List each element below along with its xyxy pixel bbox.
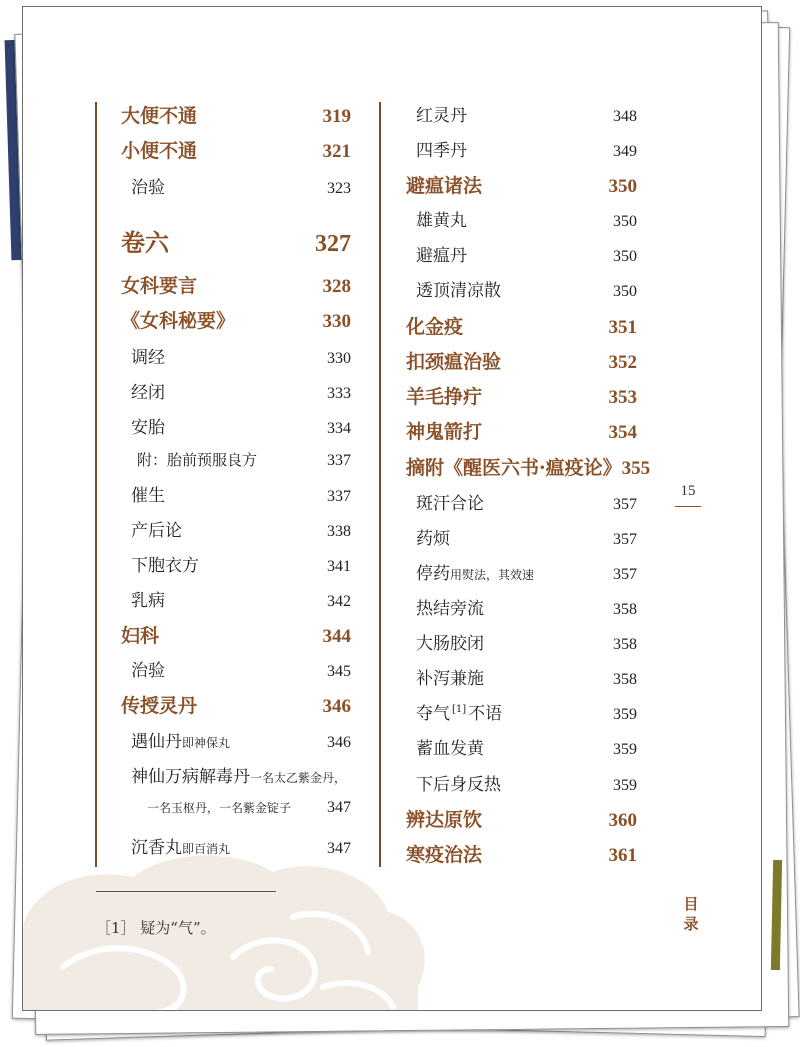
toc-entry-title-text: 遇仙丹	[131, 732, 182, 752]
toc-entry-note: 即百消丸	[182, 842, 231, 856]
toc-entry-page: 357	[613, 531, 637, 548]
toc-entry	[416, 136, 637, 161]
toc-entry	[147, 797, 351, 817]
toc-entry-title	[406, 840, 482, 867]
toc-entry-page: 338	[327, 523, 351, 540]
toc-entry-title-text: 经闭	[131, 383, 165, 403]
toc-entry	[131, 762, 351, 787]
toc-entry	[416, 276, 637, 301]
toc-entry-title-text: 透顶清凉散	[416, 281, 501, 301]
toc-entry	[131, 833, 351, 858]
toc-entry-page: 350	[613, 283, 637, 300]
toc-entry-page: 353	[608, 387, 637, 408]
toc-entry-page: 347	[327, 840, 351, 857]
toc-entry	[131, 586, 351, 611]
toc-entry-title-text: 羊毛挣疔	[406, 386, 483, 408]
toc-entry-title-text: 下胞衣方	[131, 556, 199, 576]
toc-entry-title-text: 卷六	[121, 228, 169, 257]
toc-entry-title	[131, 551, 199, 576]
toc-entry-title-text: 避瘟丹	[416, 246, 467, 266]
toc-entry-title	[121, 271, 197, 298]
toc-entry-page: 352	[608, 352, 637, 373]
toc-entry-title-text: 四季丹	[416, 141, 467, 161]
toc-entry-title-text: 治验	[131, 661, 165, 681]
toc-entry-page: 357	[613, 566, 637, 583]
toc-entry-title-text: 辨达原饮	[406, 809, 483, 831]
toc-entry-title	[416, 276, 501, 301]
toc-entry-title	[416, 594, 484, 619]
toc-entry	[131, 378, 351, 403]
toc-entry-title	[131, 656, 165, 681]
toc-entry-title-text: 妇科	[121, 625, 160, 647]
toc-entry-title-text: 大肠胶闭	[416, 634, 484, 654]
footnote-rule	[96, 891, 276, 892]
toc-entry-title	[416, 699, 502, 724]
footnote: ［1］ 疑为“气”。	[96, 919, 216, 937]
toc-entry-title	[131, 586, 165, 611]
toc-entry-page: 358	[613, 601, 637, 618]
toc-entry-title	[147, 797, 291, 817]
toc-entry-note: 一名玉枢丹，一名紫金锭子	[147, 801, 292, 815]
footnote-marker: [1]	[452, 704, 467, 715]
toc-entry	[416, 241, 637, 266]
toc-entry-title-text: 附：胎前预服良方	[137, 451, 258, 469]
toc-entry-note: 用熨法，其效速	[450, 568, 535, 582]
toc-entry-title-text: 催生	[131, 486, 165, 506]
toc-entry-title	[121, 691, 197, 718]
toc-entry	[131, 343, 351, 368]
toc-entry-title-text: 化金疫	[406, 316, 464, 338]
toc-entry-title	[416, 734, 484, 759]
toc-entry-title	[406, 312, 463, 339]
toc-entry-title	[416, 524, 450, 549]
toc-entry-title	[131, 378, 165, 403]
toc-entry-page: 333	[327, 385, 351, 402]
toc-entry-title-text: 不语	[468, 704, 503, 724]
toc-entry	[406, 347, 637, 374]
toc-entry-title	[406, 417, 482, 444]
toc-entry-page: 346	[322, 696, 351, 717]
toc-entry-title-text: 雄黄丸	[416, 211, 467, 231]
toc-entry	[131, 481, 351, 506]
toc-entry	[406, 840, 637, 867]
toc-entry	[416, 559, 637, 584]
toc-entry-title	[131, 173, 165, 198]
toc-entry-page: 350	[613, 248, 637, 265]
toc-entry-page: 348	[613, 108, 637, 125]
toc-entry-page: 337	[327, 488, 351, 505]
left-column-rule	[95, 102, 97, 867]
toc-entry	[131, 727, 351, 752]
toc-entry	[137, 449, 351, 470]
toc-entry-title	[406, 171, 482, 198]
toc-entry-page: 359	[613, 741, 637, 758]
cloud-ornament	[23, 847, 443, 1011]
toc-entry-title	[406, 453, 622, 480]
toc-entry	[406, 453, 651, 480]
toc-entry-page: 342	[327, 593, 351, 610]
toc-entry	[416, 770, 637, 795]
toc-entry-page: 327	[315, 231, 351, 257]
toc-entry-title	[121, 136, 197, 163]
toc-entry-page: 350	[608, 176, 637, 197]
toc-entry-title-text: 治验	[131, 178, 165, 198]
toc-entry-page: 358	[613, 636, 637, 653]
toc-entry	[416, 524, 637, 549]
toc-entry-page: 328	[322, 276, 351, 297]
toc-entry-title	[406, 382, 482, 409]
toc-entry-title-text: 乳病	[131, 591, 165, 611]
toc-entry-title-text: 沉香丸	[131, 838, 182, 858]
toc-entry-title	[131, 413, 165, 438]
toc-entry-title-text: 避瘟诸法	[406, 175, 483, 197]
page-number: 15	[680, 483, 696, 499]
toc-entry-note: 一名太乙紫金丹，	[250, 771, 347, 785]
toc-entry	[406, 312, 637, 339]
toc-entry-title-text: 夺气	[416, 704, 450, 724]
toc-entry-page: 354	[608, 422, 637, 443]
toc-entry-title	[416, 101, 467, 126]
toc-entry	[406, 171, 637, 198]
toc-entry-title-text: 药烦	[416, 529, 450, 549]
toc-entry-note: 即神保丸	[182, 736, 231, 750]
toc-entry	[121, 136, 351, 163]
toc-entry-page: 345	[327, 663, 351, 680]
toc-entry-page: 330	[327, 350, 351, 367]
toc-entry-page: 355	[621, 458, 651, 479]
toc-entry-title-text: 神鬼箭打	[406, 421, 483, 443]
toc-entry-title-text: 神仙万病解毒丹	[131, 767, 250, 787]
toc-entry	[406, 417, 637, 444]
toc-entry-page: 349	[613, 143, 637, 160]
right-column-rule	[379, 102, 381, 867]
chapter-label: 目录	[683, 895, 699, 933]
toc-entry-title	[131, 481, 165, 506]
toc-entry-title-text: 产后论	[131, 521, 182, 541]
toc-entry	[406, 382, 637, 409]
toc-entry	[131, 173, 351, 198]
toc-entry	[121, 621, 351, 648]
toc-entry	[406, 805, 637, 832]
toc-entry-page: 323	[327, 180, 351, 197]
toc-entry	[416, 101, 637, 126]
toc-entry-page: 357	[613, 496, 637, 513]
toc-entry-page: 337	[327, 452, 351, 469]
toc-entry-page: 359	[613, 706, 637, 723]
toc-entry-title	[131, 727, 230, 752]
toc-entry	[416, 594, 637, 619]
toc-entry	[416, 629, 637, 654]
toc-entry-title	[131, 762, 346, 787]
toc-entry-title	[121, 223, 169, 258]
toc-entry-title-text: 蓄血发黄	[416, 739, 484, 759]
toc-entry-title-text: 调经	[131, 348, 165, 368]
toc-entry-title-text: 补泻兼施	[416, 669, 484, 689]
toc-entry-title	[416, 136, 467, 161]
toc-entry-title-text: 传授灵丹	[121, 695, 198, 717]
toc-entry-title	[416, 559, 534, 584]
toc-entry-page: 346	[327, 734, 351, 751]
toc-entry-title-text: 女科要言	[121, 275, 198, 297]
toc-entry	[121, 101, 351, 128]
toc-entry	[121, 223, 351, 258]
toc-entry	[121, 691, 351, 718]
toc-entry-title-text: 小便不通	[121, 140, 198, 162]
toc-entry-title	[416, 664, 484, 689]
toc-entry-page: 350	[613, 213, 637, 230]
toc-entry-page: 319	[322, 106, 351, 127]
toc-entry-page: 330	[322, 311, 351, 332]
toc-entry-title	[406, 805, 482, 832]
toc-entry	[416, 734, 637, 759]
toc-entry-title	[137, 449, 257, 470]
toc-entry	[416, 489, 637, 514]
toc-entry-page: 341	[327, 558, 351, 575]
toc-entry-page: 358	[613, 671, 637, 688]
toc-entry-page: 361	[608, 845, 637, 866]
toc-entry-title-text: 扣颈瘟治验	[406, 351, 502, 373]
toc-entry	[416, 699, 637, 724]
toc-entry-title-text: 寒疫治法	[406, 844, 483, 866]
toc-entry	[121, 306, 351, 333]
toc-entry-page: 347	[327, 799, 351, 816]
toc-entry	[416, 664, 637, 689]
toc-entry-title	[131, 833, 230, 858]
toc-entry-title	[121, 621, 159, 648]
toc-entry-title-text: 大便不通	[121, 105, 198, 127]
toc-entry	[131, 551, 351, 576]
toc-entry-title	[416, 241, 467, 266]
toc-entry-title-text: 斑汗合论	[416, 494, 484, 514]
toc-entry-page: 334	[327, 420, 351, 437]
toc-entry	[131, 656, 351, 681]
toc-entry-title-text: 安胎	[131, 418, 165, 438]
toc-entry	[416, 206, 637, 231]
toc-entry-title-text: 停药	[416, 564, 450, 584]
toc-entry-page: 360	[608, 810, 637, 831]
toc-entry-title	[121, 101, 197, 128]
toc-entry-page: 344	[322, 626, 351, 647]
toc-entry-title-text: 摘附《醒医六书·瘟疫论》	[406, 457, 622, 479]
toc-page	[22, 6, 762, 1011]
toc-entry-title	[416, 770, 501, 795]
toc-entry-title	[131, 343, 165, 368]
toc-entry	[131, 413, 351, 438]
toc-entry-title	[406, 347, 501, 374]
toc-entry	[121, 271, 351, 298]
toc-entry-title-text: 红灵丹	[416, 106, 467, 126]
toc-entry	[131, 516, 351, 541]
toc-entry-title	[131, 516, 182, 541]
toc-entry-page: 351	[608, 317, 637, 338]
toc-entry-title	[416, 206, 467, 231]
toc-entry-page: 359	[613, 777, 637, 794]
page-number-rule	[675, 506, 701, 507]
toc-entry-title-text: 下后身反热	[416, 775, 501, 795]
toc-entry-title-text: 热结旁流	[416, 599, 484, 619]
toc-entry-title	[416, 489, 484, 514]
toc-entry-title	[416, 629, 484, 654]
toc-entry-title	[121, 306, 235, 333]
toc-entry-page: 321	[322, 141, 351, 162]
toc-entry-title-text: 《女科秘要》	[121, 310, 236, 332]
